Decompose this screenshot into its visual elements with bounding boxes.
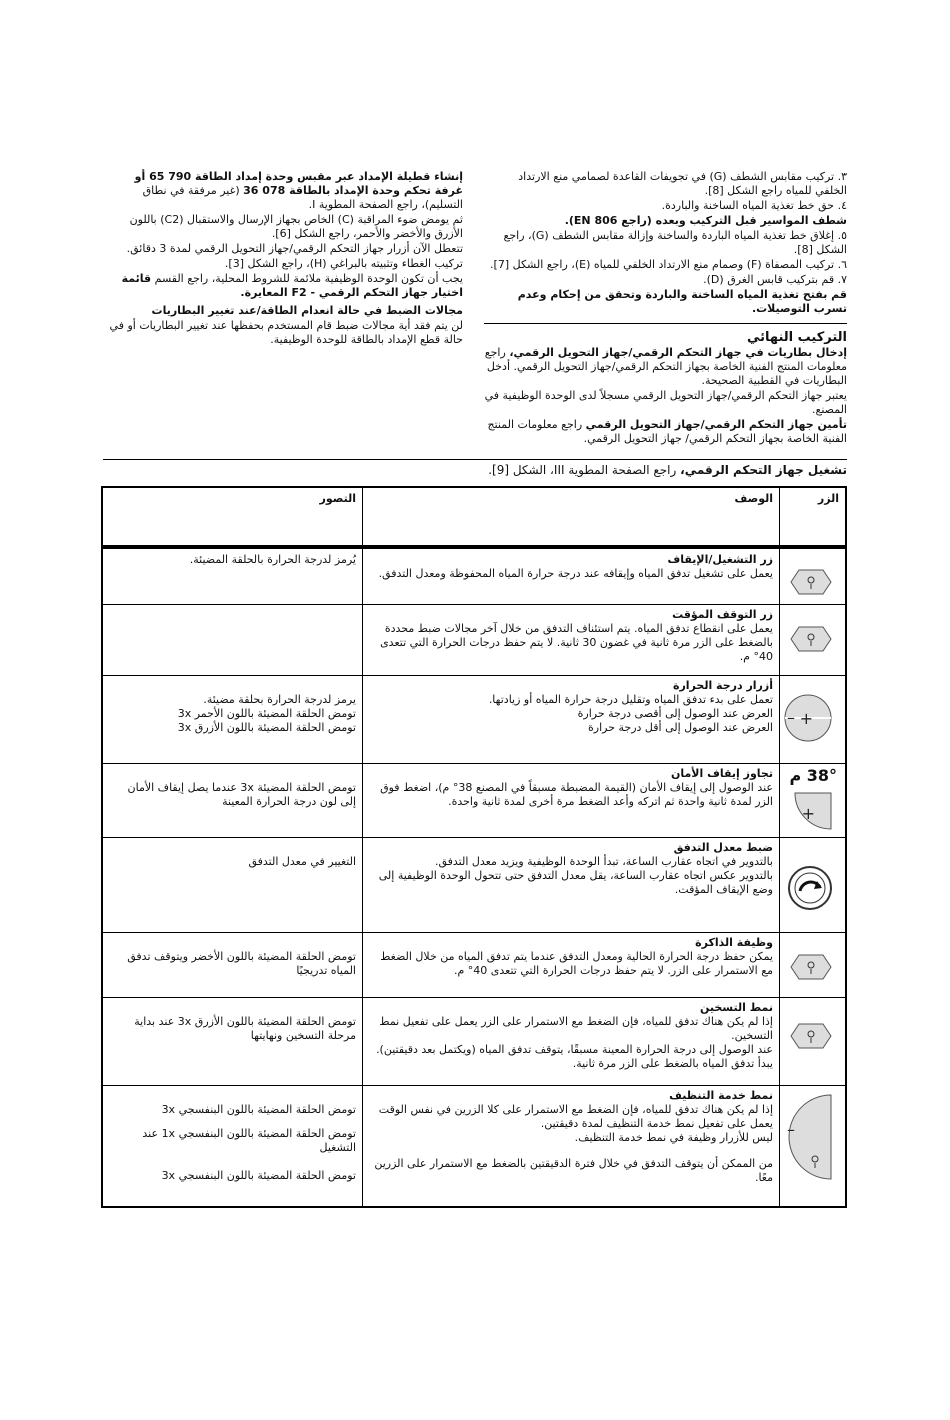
table-row [103,932,845,998]
row-desc: يعمل على تشغيل تدفق المياه وإيقافه عند درجة حرارة المياه المحفوظة ومعدل التدفق. [378,567,773,580]
led-para: ثم يومض ضوء المراقبة (C) الخاص بجهاز الإرسال والاستقبال (C2) باللون الأزرق والأخضر والأحمر، راجع الشكل [6]. [129,213,463,240]
step-4: ٤. حق خط تغذية المياه الساخنة والباردة. [661,199,847,212]
flush-note: شطف المواسير قبل التركيب وبعده (راجع EN 806). [564,214,847,227]
table-row [103,837,845,933]
display-cell: يرمز لدرجة الحرارة بحلقة مضيئة. تومض الحلقة المضيئة باللون الأحمر 3x تومض الحلقة المضيئة باللون الأزرق 3x [177,693,356,734]
display-line-3: تومض الحلقة المضيئة باللون البنفسجي 3x [161,1169,356,1182]
svg-text:–: – [787,708,795,727]
header-button: الزر [817,492,839,505]
table-row [103,997,845,1086]
cover-para: تركيب الغطاء وتثبيته بالبراغي (H)، راجع الشكل [3]. [224,257,463,270]
power-bold: إنشاء قطيلة الإمداد عبر مقبس وحدة إمداد الطاقة 790 65 أو غرفة تحكم وحدة الإمداد بالطاقة 078 36 [134,170,463,197]
operation-title-text: راجع الصفحة المطوية III، الشكل [9]. [488,463,681,477]
row-title: ضبط معدل التدفق [673,841,773,854]
row-desc: يعمل على انقطاع تدفق المياه. يتم استئناف التدفق من خلال آخر مجالات ضبط محددة بالضغط على الزر مرة ثانية في غضون 30 ثانية. لا يتم حفظ درجات الحرارة التي تتعدى 40° م. [380,622,773,663]
power-loss-para: لن يتم فقد أية مجالات ضبط قام المستخدم بحفظها عند تغيير البطاريات أو في حالة قطع الإمداد بالطاقة للوحدة الوظيفية. [109,319,463,346]
table-row [103,604,845,676]
display-cell: تومض الحلقة المضيئة باللون الأخضر ويتوقف تدفق المياه تدريجيًا [127,950,356,977]
pause-button-icon [789,624,833,654]
power-loss-heading: مجالات الضبط في حالة انعدام الطاقة/عند تغيير البطاريات [151,304,463,317]
row-desc: بالتدوير في اتجاه عقارب الساعة، تبدأ الوحدة الوظيفية ويزيد معدل التدفق. بالتدوير عكس اتجاه عقارب الساعة، يقل معدل التدفق حتى تتحول الوحدة الوظيفية إلى وضع الإيقاف المؤقت. [378,855,773,896]
display-cell [103,1085,362,1206]
registered-para: يعتبر جهاز التحكم الرقمي/جهاز التحويل الرقمي مسجلاً لدى الوحدة الوظيفية في المصنع. [484,389,847,416]
description-cell [362,675,780,763]
row-title: زر التشغيل/الإيقاف [667,553,773,566]
adapt-para [103,272,463,300]
row-desc: تعمل على بدء تدفق المياه وتقليل درجة حرارة المياه أو زيادتها. العرض عند الوصول إلى أقصى درجة حرارة العرض عند الوصول إلى أقل درجة حرارة [488,693,773,734]
header-description: الوصف [362,488,780,545]
step-7: ٧. قم بتركيب قابس الغرق (D). [703,273,847,286]
row-desc-2: من الممكن أن يتوقف التدفق في خلال فترة الدقيقتين بالضغط مع الاستمرار على الزرين معًا. [374,1157,773,1184]
left-text-column [103,170,463,348]
operation-title [103,463,847,477]
svg-text:+: + [801,804,815,823]
heating-button-icon [789,1021,833,1051]
disabled-para: تتعطل الآن أزرار جهاز التحكم الرقمي/جهاز التحويل الرقمي لمدة 3 دقائق. [126,242,463,255]
display-cell: تومض الحلقة المضيئة 3x عندما يصل إيقاف الأمان إلى لون درجة الحرارة المعينة [127,781,356,808]
button-cell [780,604,845,675]
power-text: (غير مرفقة في نطاق التسليم)، راجع الصفحة المطوية I. [142,184,463,211]
description-cell [362,837,780,932]
adapt-bold: قائمة اختيار جهاز التحكم الرقمي - F2 المعايرة. [121,272,463,299]
table-row [103,675,845,764]
description-cell [362,604,780,675]
section-divider [103,459,847,460]
header-display: التصور [319,492,356,505]
description-cell [362,549,780,604]
table-row [103,763,845,838]
right-text-column [484,170,847,447]
memory-button-icon [789,952,833,982]
row-title: تجاوز إيقاف الأمان [670,767,773,780]
display-cell: يُرمز لدرجة الحرارة بالحلقة المضيئة. [189,553,356,566]
row-title: زر التوقف المؤقت [672,608,773,621]
row-title: وظيفة الذاكرة [695,936,773,949]
table-header [103,488,845,549]
battery-bold: إدخال بطاريات في جهاز التحكم الرقمي/جهاز التحويل الرقمي، [509,346,847,359]
row-desc: إذا لم يكن هناك تدفق للمياه، فإن الضغط مع الاستمرار على الزر يعمل على تفعيل نمط التسخين. عند الوصول إلى درجة الحرارة المعينة مسبقًا، يتوقف تدفق المياه (ويكتمل بعد دقيقتين). يبدأ تدفق المياه بالضغط على الزر مرة ثانية. [376,1015,773,1070]
description-cell [362,932,780,997]
cleaning-buttons-icon [787,1093,833,1183]
description-cell [362,997,780,1085]
flow-dial-icon [787,865,833,911]
button-cell [780,1085,845,1206]
table-row [103,1085,845,1206]
adapt-text: يجب أن تكون الوحدة الوظيفية ملائمة للشروط المحلية، راجع القسم [151,272,463,285]
display-cell: التغيير في معدل التدفق [248,855,356,868]
step-5: ٥. إغلاق خط تغذية المياه الباردة والساخنة وإزالة مقابس الشطف (G)، راجع الشكل [8]. [503,229,847,256]
svg-text:+: + [799,709,813,728]
button-cell [780,763,845,837]
description-cell [362,1085,780,1206]
check-note: قم بفتح تغذية المياه الساخنة والباردة وتحقق من إحكام وعدم تسرب التوصيلات. [517,288,847,315]
battery-text: راجع معلومات المنتج الفنية الخاصة بجهاز التحكم الرقمي/جهاز التحويل الرقمي. أدخل البطاريات في القطبية الصحيحة. [484,346,847,387]
step-6: ٦. تركيب المصفاة (F) وصمام منع الارتداد الخلفي للمياه (E)، راجع الشكل [7]. [490,258,847,271]
operation-title-bold: تشغيل جهاز التحكم الرقمي، [680,463,847,477]
button-cell [780,675,845,763]
svg-text:–: – [787,1120,795,1139]
description-cell [362,763,780,837]
button-cell [780,997,845,1085]
button-cell [780,549,845,604]
plus-button-icon [793,791,833,831]
divider [484,323,847,324]
table-row [103,549,845,605]
row-title: نمط خدمة التنظيف [669,1089,773,1102]
secure-bold: تأمين جهاز التحكم الرقمي/جهاز التحويل الرقمي [585,418,847,431]
final-install-heading: التركيب النهائي [746,330,847,345]
row-title: نمط التسخين [699,1001,773,1014]
secure-para [484,418,847,446]
temperature-buttons-icon [783,693,833,743]
secure-text: راجع معلومات المنتج الفنية الخاصة بجهاز التحكم الرقمي/ جهاز التحويل الرقمي. [487,418,847,445]
safety-temp-label: 38° م [789,766,837,785]
row-desc: إذا لم يكن هناك تدفق للمياه، فإن الضغط مع الاستمرار على كلا الزرين في نفس الوقت يعمل على تفعيل نمط خدمة التنظيف لمدة دقيقتين. ليس للأزرار وظيفة في نمط خدمة التنظيف. [378,1103,773,1144]
button-cell [780,837,845,932]
power-para [103,170,463,212]
display-line-1: تومض الحلقة المضيئة باللون البنفسجي 3x [161,1103,356,1116]
row-title: أزرار درجة الحرارة [672,679,773,692]
on-off-button-icon [789,567,833,597]
display-cell: تومض الحلقة المضيئة باللون الأزرق 3x عند بداية مرحلة التسخين ونهايتها [134,1015,356,1042]
row-desc: عند الوصول إلى إيقاف الأمان (القيمة المضبطة مسبقاً في المصنع 38° م)، اضغط فوق الزر لمدة ثانية واحدة ثم اتركه وأعد الضغط مرة أخرى لمدة ثانية واحدة. [380,781,773,808]
step-3: ٣. تركيب مقابس الشطف (G) في تجويفات القاعدة لصمامي منع الارتداد الخلفي للمياه راجع الشكل [8]. [518,170,847,197]
row-desc: يمكن حفظ درجة الحرارة الحالية ومعدل التدفق عندما يتم تدفق المياه من خلال الضغط مع الاستمرار على الزر. لا يتم حفظ درجات الحرارة التي تتعدى 40° م. [380,950,773,977]
display-cell [103,604,362,675]
button-cell [780,932,845,997]
battery-para [484,346,847,388]
operation-table [101,486,847,1208]
display-line-2: تومض الحلقة المضيئة باللون البنفسجي 1x عند التشغيل [142,1127,356,1154]
